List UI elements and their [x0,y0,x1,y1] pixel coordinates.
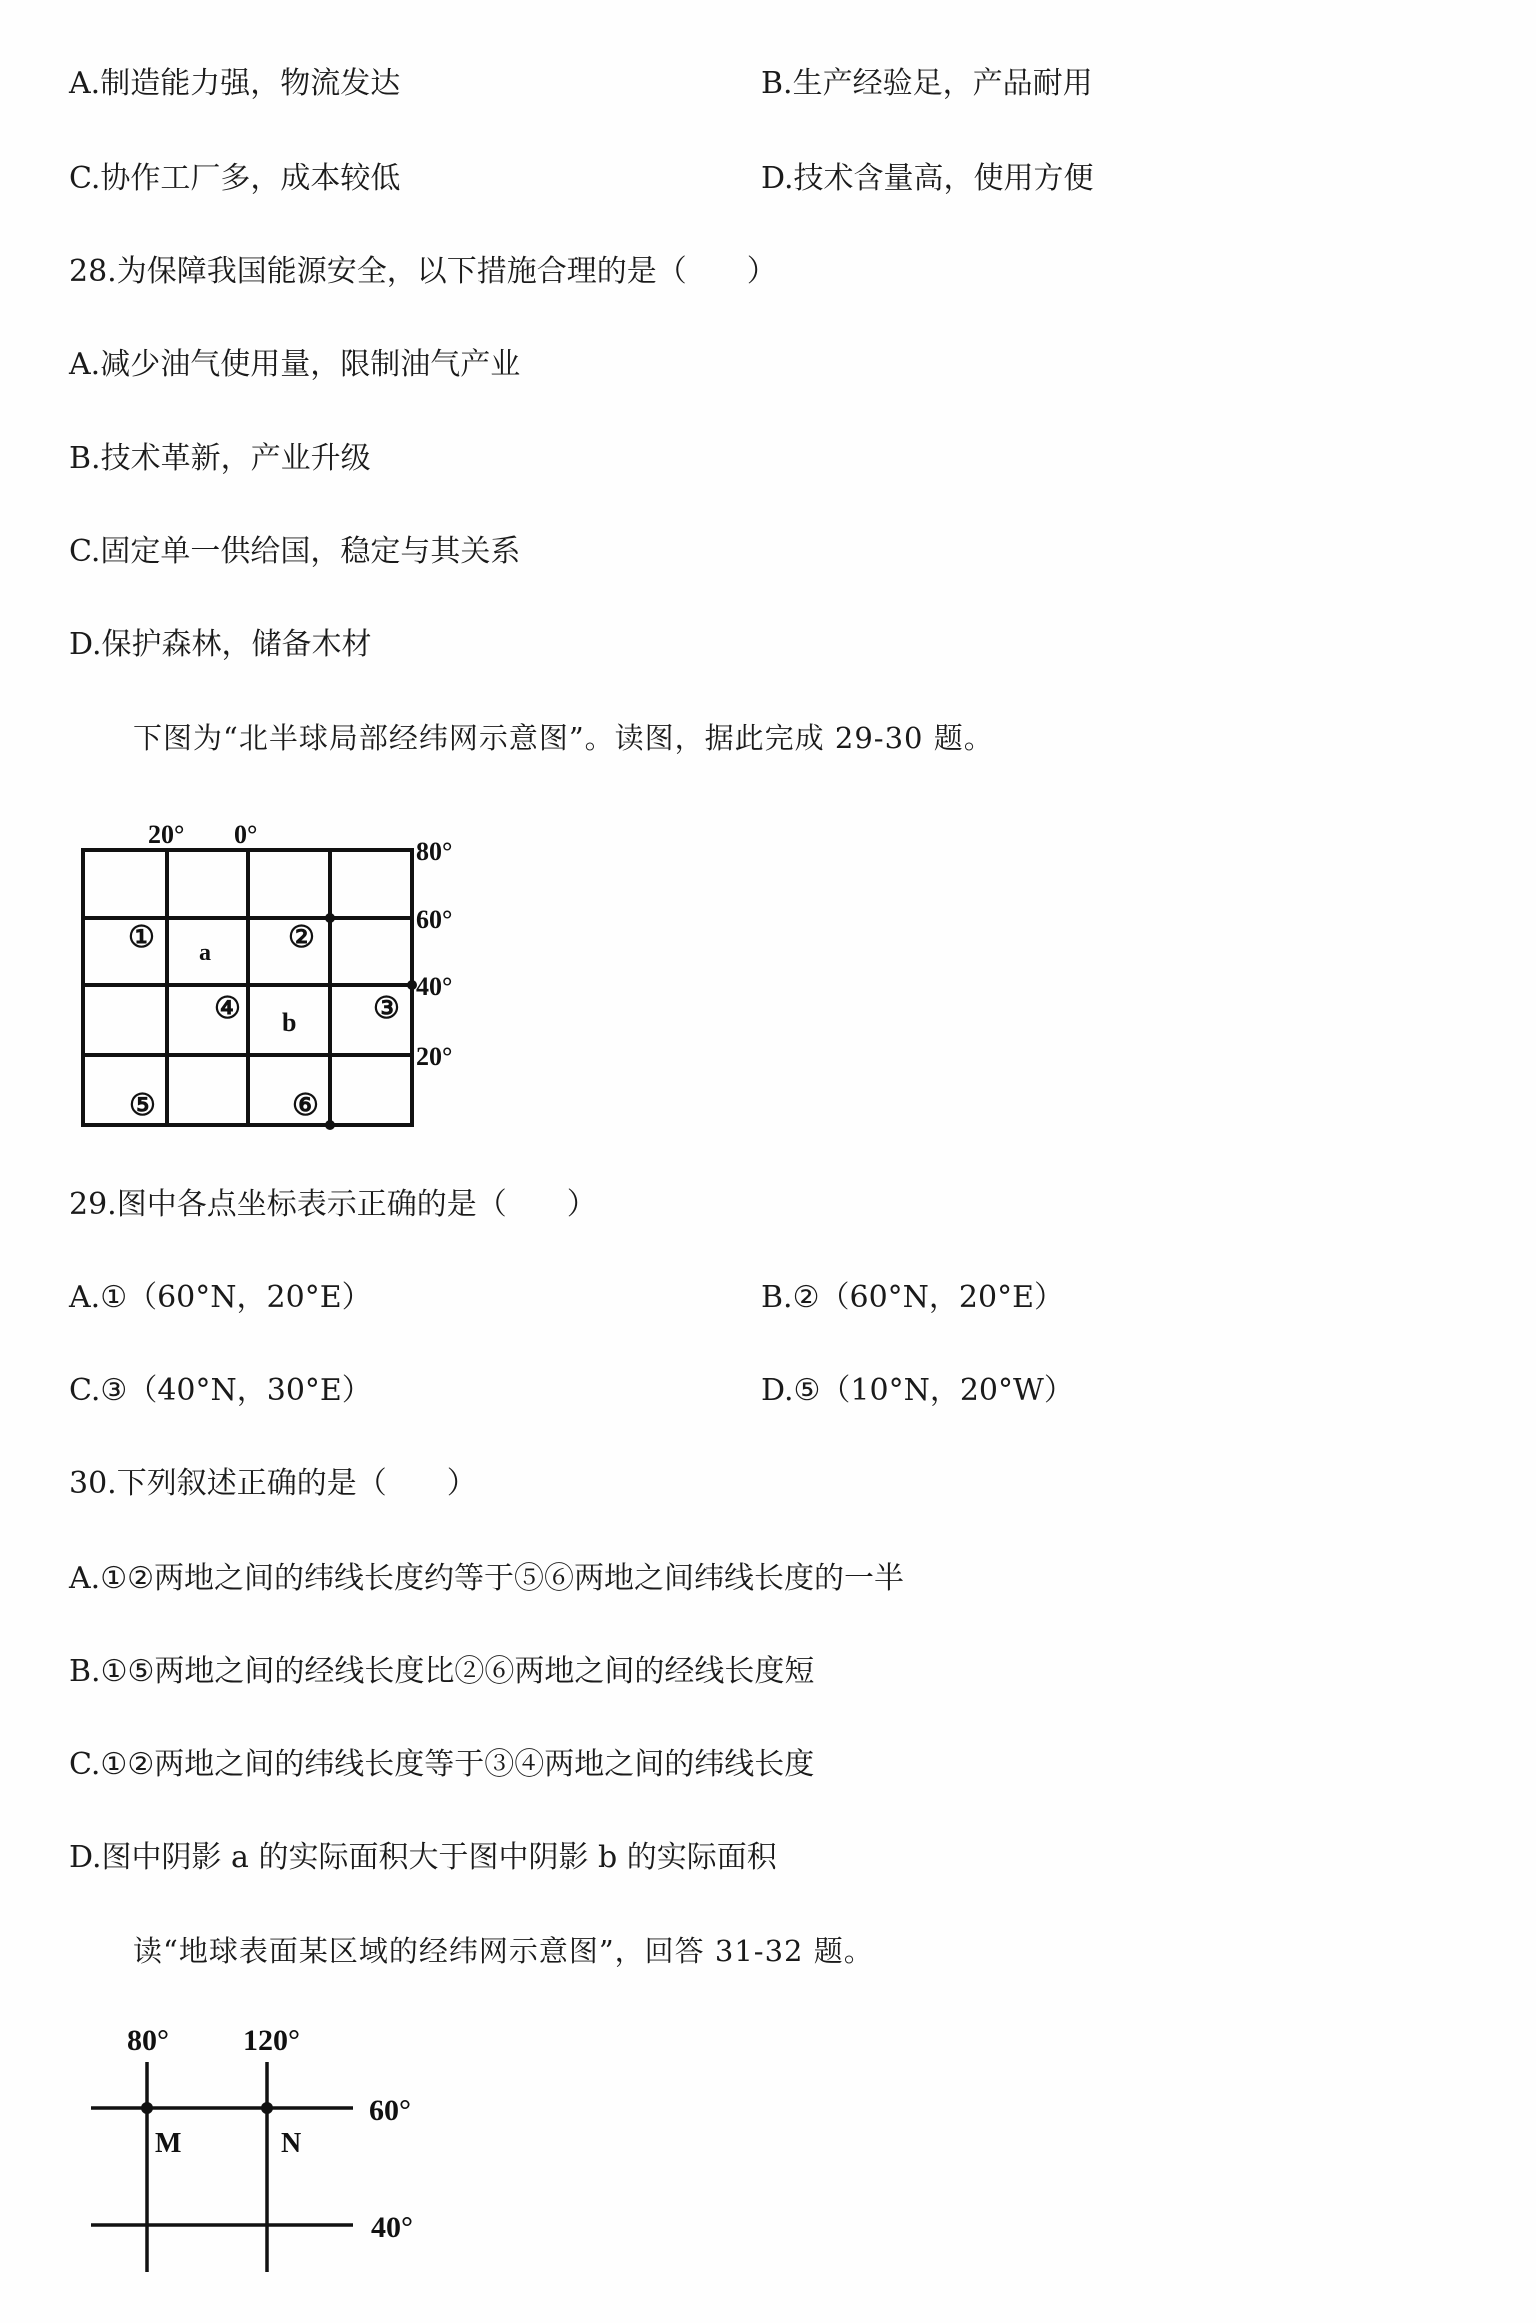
q29-stem: 29.图中各点坐标表示正确的是（ ） [69,1187,597,1222]
q28-option-b: B.技术革新，产业升级 [69,441,371,476]
q30-option-a: A.①②两地之间的纬线长度约等于⑤⑥两地之间纬线长度的一半 [69,1561,904,1596]
lat-label-80: 80° [416,837,453,866]
lon-label-0: 0° [234,820,258,849]
figure-graticule-northern-hemisphere [0,800,520,1150]
q28-stem: 28.为保障我国能源安全，以下措施合理的是（ ） [69,254,777,289]
q29-option-d: D.⑤（10°N，20°W） [761,1373,1074,1408]
q27-option-d: D.技术含量高，使用方便 [761,161,1094,196]
q28-option-c: C.固定单一供给国，稳定与其关系 [69,534,521,569]
q29-option-a: A.①（60°N，20°E） [69,1280,372,1315]
q30-option-d: D.图中阴影 a 的实际面积大于图中阴影 b 的实际面积 [69,1840,777,1875]
lat-label-60: 60° [416,905,453,934]
q30-option-b: B.①⑤两地之间的经线长度比②⑥两地之间的经线长度短 [69,1654,815,1689]
q27-option-c: C.协作工厂多，成本较低 [69,161,401,196]
intro-29-30: 下图为“北半球局部经纬网示意图”。读图，据此完成 29-30 题。 [133,721,994,755]
lon-label-120: 120° [243,2024,300,2057]
q28-option-a: A.减少油气使用量，限制油气产业 [69,347,521,382]
q29-option-c: C.③（40°N，30°E） [69,1373,372,1408]
point-4: ④ [214,992,241,1025]
point-n: N [281,2128,302,2159]
figure-graticule-region [0,1990,460,2323]
lon-label-80: 80° [127,2024,169,2057]
point-m: M [155,2128,182,2159]
point-2: ② [288,921,315,954]
lat-label-40: 40° [371,2211,413,2244]
point-6: ⑥ [292,1089,319,1122]
q30-stem: 30.下列叙述正确的是（ ） [69,1466,477,1501]
point-5: ⑤ [129,1089,156,1122]
q29-option-b: B.②（60°N，20°E） [761,1280,1064,1315]
lat-label-20: 20° [416,1042,453,1071]
lat-label-40: 40° [416,972,453,1001]
lon-label-20: 20° [148,820,185,849]
q27-option-a: A.制造能力强，物流发达 [69,66,401,101]
q27-option-b: B.生产经验足，产品耐用 [761,66,1093,101]
point-3: ③ [373,992,400,1025]
lat-label-60: 60° [369,2094,411,2127]
q30-option-c: C.①②两地之间的纬线长度等于③④两地之间的纬线长度 [69,1747,815,1782]
shade-b-label: b [282,1008,297,1037]
point-1: ① [128,921,155,954]
q28-option-d: D.保护森林，储备木材 [69,627,372,662]
shade-a-label: a [199,940,211,966]
intro-31-32: 读“地球表面某区域的经纬网示意图”，回答 31-32 题。 [133,1934,874,1968]
